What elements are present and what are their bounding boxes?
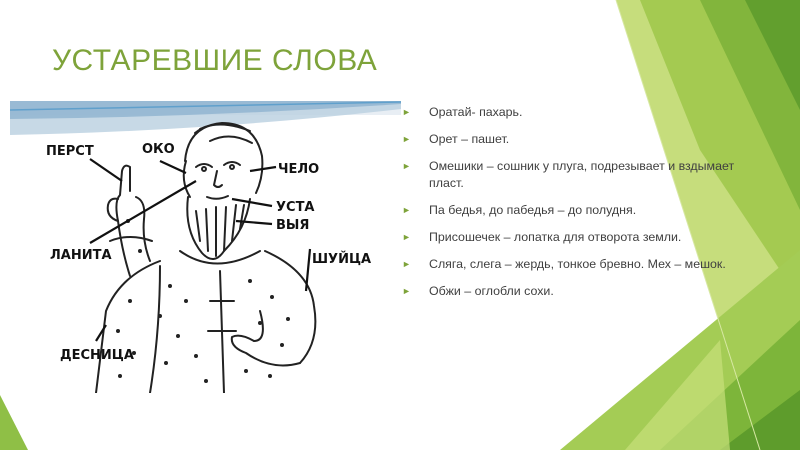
list-item: ► Па бедья, до пабедья – до полудня. (402, 203, 637, 217)
label-chelo: ЧЕЛО (278, 162, 320, 177)
list-item: ► Оратай- пахарь. (402, 105, 523, 119)
man-drawing (10, 101, 401, 393)
definitions-list (402, 104, 747, 310)
triangle-bullet-icon: ► (402, 259, 411, 269)
label-perst: ПЕРСТ (46, 144, 94, 159)
list-item: ► Сляга, слега – жердь, тонкое бревно. Мех – мешок. (402, 257, 726, 271)
illustration-old-words (10, 101, 401, 393)
triangle-bullet-icon: ► (402, 107, 411, 117)
label-oko: ОКО (142, 142, 175, 157)
label-desnitsa: ДЕСНИЦА (60, 348, 134, 363)
list-item: ► Обжи – оглобли сохи. (402, 284, 554, 298)
label-shuytsa: ШУЙЦА (312, 252, 372, 267)
triangle-bullet-icon: ► (402, 286, 411, 296)
list-item: ► Омешики – сошник у плуга, подрезывает и вздымает пласт. (402, 159, 735, 190)
triangle-bullet-icon: ► (402, 161, 411, 171)
triangle-bullet-icon: ► (402, 134, 411, 144)
label-lanita: ЛАНИТА (50, 248, 112, 263)
label-usta: УСТА (276, 200, 315, 215)
list-item: ► Орет – пашет. (402, 132, 510, 146)
triangle-bullet-icon: ► (402, 232, 411, 242)
slide-title: УСТАРЕВШИЕ СЛОВА (52, 44, 378, 77)
label-vyya: ВЫЯ (276, 218, 310, 233)
triangle-bullet-icon: ► (402, 205, 411, 215)
list-item: ► Присошечек – лопатка для отворота земли. (402, 230, 682, 244)
